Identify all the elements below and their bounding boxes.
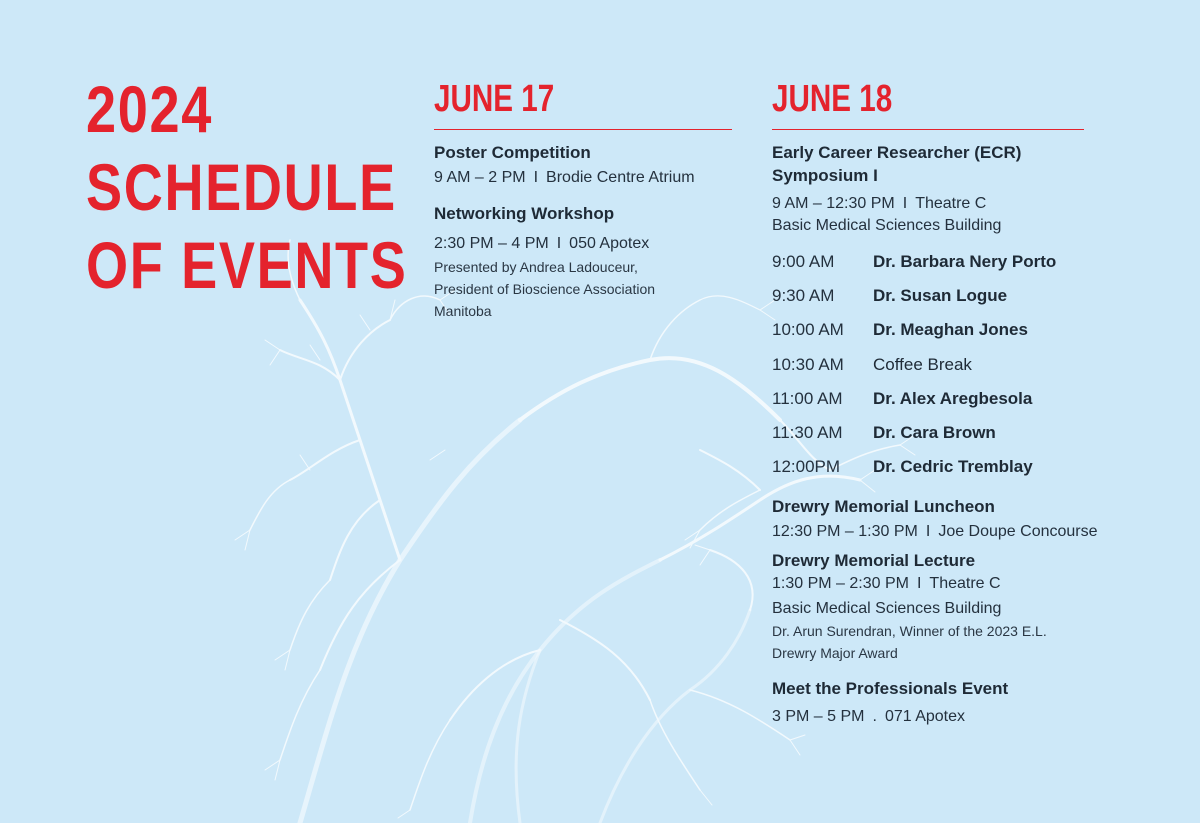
event-time: 3 PM – 5 PM	[772, 708, 865, 726]
separator: I	[533, 169, 539, 186]
schedule-time: 11:00 AM	[772, 388, 843, 408]
luncheon-event	[772, 495, 1152, 543]
title-line-schedule: SCHEDULE	[86, 150, 397, 224]
event-title: Drewry Memorial Lecture	[772, 551, 976, 571]
event-title: Networking Workshop	[434, 204, 615, 223]
event-title-line2: Symposium I	[772, 166, 878, 185]
event-time: 1:30 PM – 2:30 PM	[772, 575, 909, 593]
june17-divider	[434, 129, 732, 130]
poster-competition-event	[434, 141, 754, 189]
event-time-location	[434, 233, 754, 255]
separator: I	[925, 523, 931, 541]
event-time-location	[434, 167, 754, 189]
note-line: Dr. Arun Surendran, Winner of the 2023 E.L.	[772, 623, 1047, 640]
schedule-time: 11:30 AM	[772, 423, 843, 443]
separator: I	[916, 575, 922, 593]
event-title: Early Career Researcher (ECR)	[772, 143, 1022, 162]
note-line: Manitoba	[434, 303, 492, 319]
event-time: 9 AM – 12:30 PM	[772, 195, 895, 212]
separator: .	[872, 708, 877, 726]
schedule-time: 9:00 AM	[772, 252, 835, 271]
page-title	[86, 70, 407, 304]
event-title: Poster Competition	[434, 143, 591, 162]
separator: I	[556, 235, 562, 252]
schedule-row	[772, 416, 1152, 450]
note-line: President of Bioscience Association	[434, 281, 656, 297]
ecr-symposium-event	[772, 141, 1152, 484]
event-note	[772, 620, 1152, 664]
event-location: Joe Doupe Concourse	[938, 523, 1098, 541]
schedule-row	[772, 245, 1152, 279]
schedule-speaker: Dr. Meaghan Jones	[873, 320, 1028, 340]
schedule-time: 10:30 AM	[772, 354, 844, 374]
june17-column	[434, 78, 754, 322]
schedule-speaker: Dr. Susan Logue	[873, 286, 1008, 306]
schedule-row	[772, 450, 1152, 484]
event-note	[434, 256, 754, 322]
schedule-row	[772, 313, 1152, 347]
symposium-schedule	[772, 245, 1152, 484]
event-location: Theatre C	[929, 575, 1001, 593]
event-location: Brodie Centre Atrium	[546, 169, 695, 186]
event-time: 12:30 PM – 1:30 PM	[772, 523, 918, 541]
schedule-speaker: Dr. Barbara Nery Porto	[873, 252, 1057, 271]
title-year: 2024	[86, 72, 213, 146]
networking-workshop-event	[434, 202, 754, 322]
event-time-location	[772, 573, 1152, 595]
schedule-row	[772, 382, 1152, 416]
event-time-location	[772, 706, 1152, 728]
event-time: 9 AM – 2 PM	[434, 169, 526, 186]
schedule-speaker: Dr. Cara Brown	[873, 423, 996, 443]
event-time-location	[772, 521, 1152, 543]
event-title: Meet the Professionals Event	[772, 679, 1009, 699]
schedule-row	[772, 279, 1152, 313]
june18-column	[772, 78, 1152, 728]
event-location: 071 Apotex	[884, 708, 966, 726]
june17-heading: JUNE 17	[434, 78, 555, 120]
separator: I	[902, 195, 908, 212]
schedule-speaker: Dr. Cedric Tremblay	[873, 457, 1033, 477]
event-location: 050 Apotex	[569, 235, 650, 252]
schedule-row	[772, 348, 1152, 382]
schedule-break: Coffee Break	[873, 354, 972, 374]
event-building: Basic Medical Sciences Building	[772, 217, 1002, 234]
schedule-time: 12:00PM	[772, 457, 841, 477]
lecture-event	[772, 549, 1152, 664]
schedule-time: 10:00 AM	[772, 320, 844, 340]
schedule-time: 9:30 AM	[772, 286, 835, 306]
meet-professionals-event	[772, 677, 1152, 728]
title-line-events: OF EVENTS	[86, 228, 408, 302]
event-building: Basic Medical Sciences Building	[772, 600, 1002, 618]
note-line: Drewry Major Award	[772, 645, 898, 662]
note-line: Presented by Andrea Ladouceur,	[434, 259, 638, 275]
event-location: Theatre C	[915, 195, 987, 212]
june18-heading: JUNE 18	[772, 78, 893, 120]
june18-divider	[772, 129, 1084, 130]
event-title: Drewry Memorial Luncheon	[772, 497, 995, 517]
event-time: 2:30 PM – 4 PM	[434, 235, 549, 252]
schedule-speaker: Dr. Alex Aregbesola	[873, 388, 1033, 408]
event-time-location	[772, 193, 1152, 215]
